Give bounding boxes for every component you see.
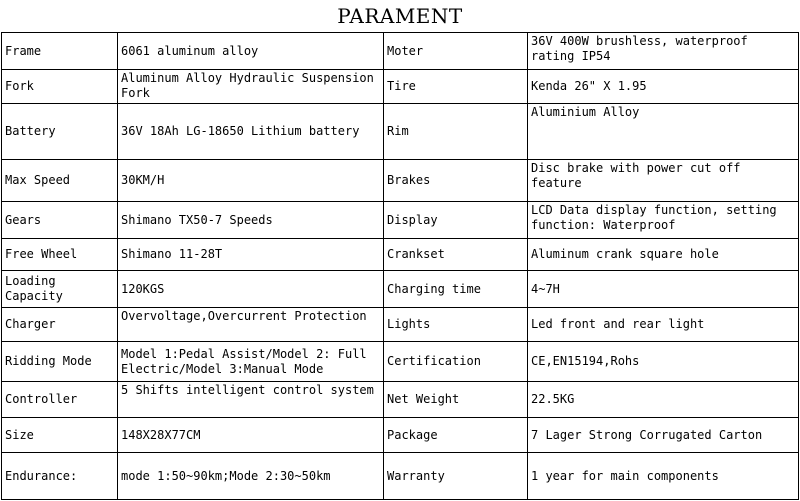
value-cell: LCD Data display function, setting function: Waterproof [528, 202, 799, 239]
table-row [2, 382, 799, 418]
value-cell: mode 1:50~90km;Mode 2:30~50km [118, 453, 384, 500]
label-cell: Loading Capacity [2, 271, 118, 308]
value-cell: 36V 400W brushless, waterproof rating IP54 [528, 33, 799, 70]
value-cell: Disc brake with power cut off feature [528, 160, 799, 202]
table-row [2, 70, 799, 104]
table-row [2, 342, 799, 382]
label-cell: Ridding Mode [2, 342, 118, 382]
table-row [2, 418, 799, 453]
label-cell: Tire [384, 70, 528, 104]
label-cell: Lights [384, 308, 528, 342]
label-cell: Endurance: [2, 453, 118, 500]
table-row [2, 271, 799, 308]
label-cell: Charger [2, 308, 118, 342]
label-cell: Display [384, 202, 528, 239]
value-cell: Aluminium Alloy [528, 104, 799, 160]
table-row [2, 239, 799, 271]
label-cell: Net Weight [384, 382, 528, 418]
value-cell: 4~7H [528, 271, 799, 308]
label-cell: Controller [2, 382, 118, 418]
page-title: PARAMENT [337, 4, 463, 28]
table-row [2, 33, 799, 70]
label-cell: Free Wheel [2, 239, 118, 271]
table-row [2, 104, 799, 160]
table-row [2, 202, 799, 239]
value-cell: Model 1:Pedal Assist/Model 2: Full Electric/Model 3:Manual Mode [118, 342, 384, 382]
label-cell: Battery [2, 104, 118, 160]
label-cell: Brakes [384, 160, 528, 202]
value-cell: 36V 18Ah LG-18650 Lithium battery [118, 104, 384, 160]
table-row [2, 160, 799, 202]
parameter-table [1, 32, 799, 500]
value-cell: 7 Lager Strong Corrugated Carton [528, 418, 799, 453]
label-cell: Package [384, 418, 528, 453]
label-cell: Max Speed [2, 160, 118, 202]
label-cell: Rim [384, 104, 528, 160]
value-cell: 148X28X77CM [118, 418, 384, 453]
value-cell: 30KM/H [118, 160, 384, 202]
table-row [2, 308, 799, 342]
label-cell: Certification [384, 342, 528, 382]
value-cell: Kenda 26" X 1.95 [528, 70, 799, 104]
value-cell: Shimano 11-28T [118, 239, 384, 271]
label-cell: Size [2, 418, 118, 453]
label-cell: Gears [2, 202, 118, 239]
value-cell: Shimano TX50-7 Speeds [118, 202, 384, 239]
label-cell: Warranty [384, 453, 528, 500]
value-cell: 6061 aluminum alloy [118, 33, 384, 70]
value-cell: CE,EN15194,Rohs [528, 342, 799, 382]
value-cell: 1 year for main components [528, 453, 799, 500]
value-cell: Overvoltage,Overcurrent Protection [118, 308, 384, 342]
value-cell: Led front and rear light [528, 308, 799, 342]
value-cell: 22.5KG [528, 382, 799, 418]
table-row [2, 453, 799, 500]
label-cell: Charging time [384, 271, 528, 308]
label-cell: Crankset [384, 239, 528, 271]
value-cell: Aluminum crank square hole [528, 239, 799, 271]
label-cell: Frame [2, 33, 118, 70]
value-cell: 5 Shifts intelligent control system [118, 382, 384, 418]
label-cell: Moter [384, 33, 528, 70]
value-cell: 120KGS [118, 271, 384, 308]
label-cell: Fork [2, 70, 118, 104]
value-cell: Aluminum Alloy Hydraulic Suspension Fork [118, 70, 384, 104]
